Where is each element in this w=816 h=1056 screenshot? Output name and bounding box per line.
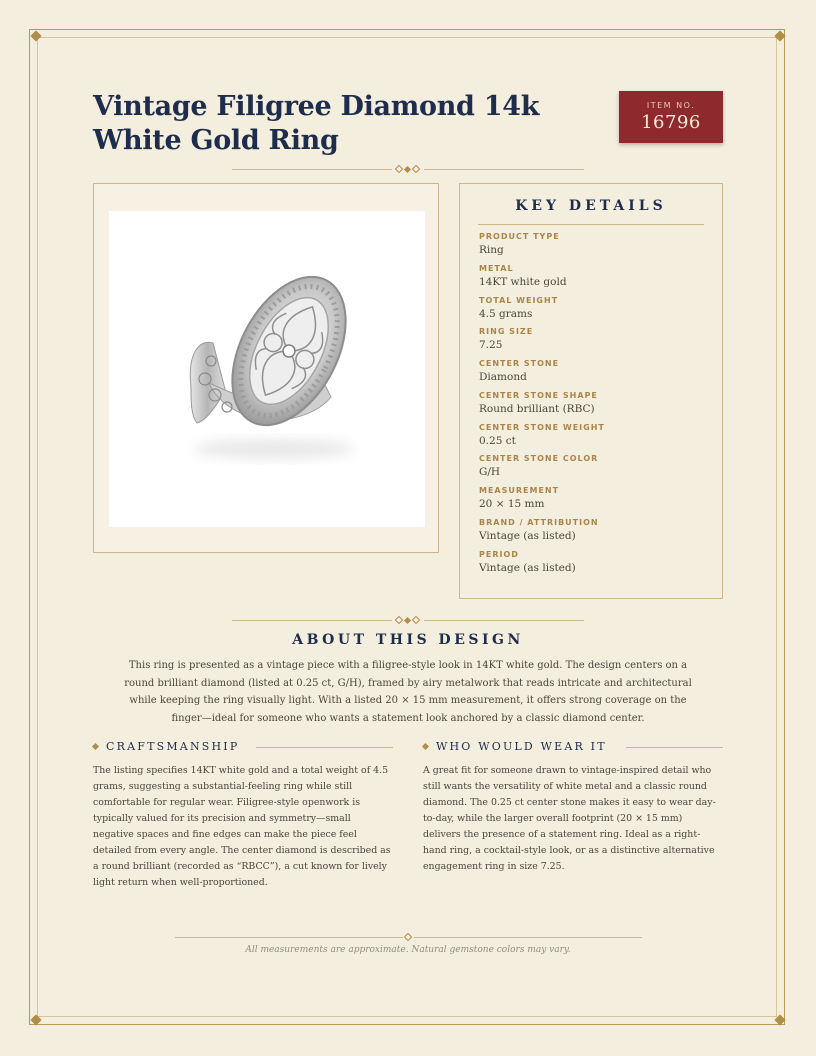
ring-image-icon — [109, 211, 425, 527]
spec-label: RING SIZE — [479, 327, 534, 336]
spec-brand-attribution — [479, 518, 599, 543]
about-paragraph: This ring is presented as a vintage piece with a filigree-style look in 14KT white gold. The design centers on a round brilliant diamond (listed at 0.25 ct, G/H), framed by airy metalwork that reads intricate and architectural while keeping the ring visually light. With a listed 20 × 15 mm measurement, it offers strong coverage on the finger—ideal for someone who wants a statement look anchored by a classic diamond center. — [124, 660, 692, 724]
spec-center-stone-shape — [479, 391, 598, 416]
footer-divider-left — [175, 937, 403, 938]
spec-center-stone — [479, 359, 559, 384]
spec-product-type — [479, 232, 560, 257]
header-divider-right — [424, 169, 584, 170]
spec-value: 14KT white gold — [479, 276, 567, 288]
spec-value: 4.5 grams — [479, 308, 533, 320]
spec-measurement — [479, 486, 559, 511]
spec-value: G/H — [479, 466, 501, 478]
page-title: Vintage Filigree Diamond 14k White Gold Ring — [93, 91, 540, 156]
wearer-paragraph: A great fit for someone drawn to vintage-inspired detail who still wants the versatility of white metal and a classic round diamond. The 0.25 ct center stone makes it easy to wear day-to-day, while the larger overall footprint (20 × 15 mm) delivers the presence of a statement ring. Ideal as a right-hand ring, a cocktail-style look, or as a distinctive alternative engagement ring in size 7.25. — [423, 765, 716, 872]
spec-value: Vintage (as listed) — [479, 562, 576, 574]
wearer-heading-rule — [626, 747, 723, 748]
craftsmanship-heading-rule — [256, 747, 393, 748]
spec-ring-size — [479, 327, 533, 352]
spec-total-weight — [479, 296, 558, 321]
diamond-bullet-icon — [422, 743, 429, 750]
footer-note: All measurements are approximate. Natural gemstone colors may vary. — [245, 945, 571, 955]
wearer-heading — [423, 740, 607, 753]
wearer-heading-text: WHO WOULD WEAR IT — [436, 740, 607, 753]
spec-label: BRAND / ATTRIBUTION — [479, 518, 599, 527]
spec-label: CENTER STONE WEIGHT — [479, 423, 605, 432]
spec-label: CENTER STONE SHAPE — [479, 391, 598, 400]
spec-value: Round brilliant (RBC) — [479, 403, 595, 415]
footer-divider-right — [414, 937, 642, 938]
craftsmanship-paragraph: The listing specifies 14KT white gold and a total weight of 4.5 grams, suggesting a substantial-feeling ring while still comfortable for regular wear. Filigree-style openwork is typically valued for its precision and symmetry—small negative spaces and fine edges can make the piece feel detailed from every angle. The center diamond is described as a round brilliant (recorded as “RBCC”), a cut known for lively light return when well-proportioned. — [93, 765, 391, 888]
about-divider-ornament — [396, 617, 419, 623]
spec-label: METAL — [479, 264, 514, 273]
product-photo — [109, 211, 425, 527]
spec-metal — [479, 264, 567, 289]
spec-value: Diamond — [479, 371, 527, 383]
diamond-bullet-icon — [92, 743, 99, 750]
craftsmanship-heading — [93, 740, 239, 753]
spec-period — [479, 550, 576, 575]
spec-center-stone-weight — [479, 423, 605, 448]
product-photo-frame — [93, 183, 439, 553]
about-divider-left — [232, 620, 392, 621]
spec-label: CENTER STONE COLOR — [479, 454, 599, 463]
spec-value: 0.25 ct — [479, 435, 516, 447]
spec-label: MEASUREMENT — [479, 486, 560, 495]
spec-value: 20 × 15 mm — [479, 498, 545, 510]
spec-value: Vintage (as listed) — [479, 530, 576, 542]
item-number-badge — [619, 91, 723, 143]
key-details-divider — [478, 224, 704, 225]
key-details-panel — [459, 183, 723, 599]
spec-value: 7.25 — [479, 339, 503, 351]
item-number-label: ITEM NO. — [646, 101, 696, 110]
spec-label: CENTER STONE — [479, 359, 560, 368]
spec-label: PERIOD — [479, 550, 519, 559]
header-divider-left — [232, 169, 392, 170]
footer-divider-ornament — [405, 934, 411, 940]
spec-label: PRODUCT TYPE — [479, 232, 560, 241]
spec-label: TOTAL WEIGHT — [479, 296, 559, 305]
key-details-heading: KEY DETAILS — [515, 198, 667, 214]
spec-value: Ring — [479, 244, 504, 256]
about-divider-right — [424, 620, 584, 621]
header-divider-ornament — [396, 166, 419, 172]
spec-center-stone-color — [479, 454, 598, 479]
about-heading: ABOUT THIS DESIGN — [292, 632, 524, 648]
craftsmanship-heading-text: CRAFTSMANSHIP — [106, 740, 240, 753]
item-number-value: 16796 — [641, 112, 701, 133]
